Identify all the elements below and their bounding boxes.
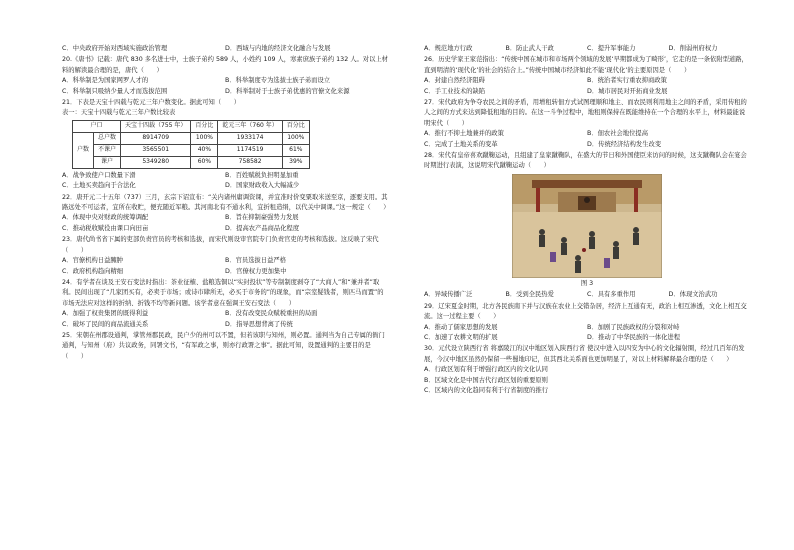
option[interactable]: B．佃农社会地位提高 <box>587 130 648 138</box>
table-row <box>73 132 310 144</box>
option[interactable]: C．具有多重作用 <box>587 291 636 299</box>
option[interactable]: B．加剧了民族政权的分裂和对峙 <box>587 323 680 331</box>
table-cell: 61% <box>282 144 309 156</box>
option[interactable]: D．指导思想背离了传统 <box>225 320 293 328</box>
option[interactable]: C．土地买卖趋向于合法化 <box>62 182 136 190</box>
option[interactable]: C．破坏了民间的商品流通关系 <box>62 320 149 328</box>
option[interactable]: D．城市居民对开拓商业发展 <box>587 87 668 95</box>
household-table <box>72 120 310 169</box>
option[interactable]: A．推行不抑土地兼并的政策 <box>424 130 504 138</box>
question-stem: 30．元代设立陕西行省 将嘉陵江的汉中地区划入陕西行省 使汉中进入以四安为中心的文化辐射圈，经过几百年的发展，今汉中地区虽然仍保留一些蜀地印记，但其西北关系面也更加明显了，对以上材料解释最合理的是（ ） <box>424 345 745 363</box>
option[interactable]: D．国家财政收入大幅减少 <box>225 182 300 190</box>
option[interactable]: A．行政区划有利于增强行政区内的文化认同 <box>424 366 548 374</box>
table-group-label: 户数 <box>73 132 94 168</box>
option[interactable]: B．百姓赋税负担明显加重 <box>225 171 299 179</box>
question-26 <box>424 55 750 97</box>
table-cell: 758582 <box>218 156 282 168</box>
table-header: 乾元三年（760 年） <box>218 120 282 132</box>
option[interactable]: A．异域传播广泛 <box>424 291 473 299</box>
option[interactable]: A．战争致使户口数量下滑 <box>62 171 136 179</box>
table-cell: 总户数 <box>94 132 121 144</box>
question-stem: 21．下表是天宝十四载与乾元三年户数变化。据此可知（ ） <box>62 99 241 107</box>
left-column <box>62 44 388 363</box>
question-stem: 23．唐代尚书省下属的吏部负责官员的考核和选拔，而宋代则设审官院专门负责官吏的考核和选拔。这反映了宋代（ ） <box>62 236 379 254</box>
option[interactable]: C．手工业技术的缺陷 <box>424 87 486 95</box>
question-29 <box>424 302 750 344</box>
table-cell: 3565501 <box>121 144 191 156</box>
option[interactable]: A．科举制是为国家网罗人才的 <box>62 77 149 85</box>
option[interactable]: D．官僚权力更加集中 <box>225 267 287 275</box>
right-column <box>424 44 750 397</box>
option[interactable]: B．防止武人干政 <box>505 45 554 52</box>
question-stem: 27．宋代政府为争夺农民之间的矛盾，用增租转佃方式试图理顺和地主、而农民则利用地主之间的矛盾，采用传租的人之间的方式来达到降低租地的目的。在这一斗争过程中，地租则保持在既能维持在一个合理的水平上，材料最能说明宋代（ ） <box>424 99 747 127</box>
table-cell: 1933174 <box>218 132 282 144</box>
option[interactable]: D．削弱州府权力 <box>668 45 718 52</box>
option[interactable]: A．体现中央对财政的统筹调配 <box>62 214 149 222</box>
option[interactable]: C．提升军事能力 <box>587 45 636 52</box>
table-header: 百分比 <box>282 120 309 132</box>
table-header: 百分比 <box>191 120 218 132</box>
option[interactable]: D．西域与内地的经济文化融合与发展 <box>225 45 331 52</box>
table-cell: 8914709 <box>121 132 191 144</box>
question-stem: 28．宋代有皇帝喜欢蹴鞠运动，且组建了皇家蹴鞠队，在盛大的节日和外国使臣来访问的时候，这支蹴鞠队会在宴会时期进行表演，这说明宋代蹴鞠运动（ ） <box>424 152 747 170</box>
option[interactable]: A．封建自然经济阻碍 <box>424 77 485 85</box>
option[interactable]: C．区域内的文化趋同有利于行省制度的推行 <box>424 386 549 394</box>
question-25 <box>62 331 388 362</box>
question-stem: 22．唐开元二十五年（737）三月，玄宗下诏宣布：“关内诸州庸调资课，并宜准时价变粟取米送至京，逐要支用。其路远处不可运者，宜所在收贮，便充随近军粮。其河南北有不通水利，宜折租造绢，以代关中调课。”这一规定（ ） <box>62 193 390 212</box>
question-stem: 29．辽宋夏金时期，北方各民族南下并与汉族在农业上交错杂居，经济上互通有无，政治上相互渗透，文化上相互交流。这一过程主要（ ） <box>424 302 747 321</box>
option[interactable]: B．没有改变民众赋税重担的局面 <box>225 310 318 318</box>
table-cell: 课户 <box>94 156 121 168</box>
option[interactable]: C．中央政府开始对西域实施政治管理 <box>62 45 168 52</box>
option[interactable]: D．提高农产品商品化程度 <box>225 224 300 232</box>
option[interactable]: D．传统经济结构发生改变 <box>587 140 662 148</box>
table-title: 表一：天宝十四载与乾元三年户数比较表 <box>62 109 176 117</box>
question-stem: 26．历史学家王家范指出：“传统中国在城市和市场两个领域的发展‘早期都成为了畸形’，它走的是一条依附型道路，直到明清的‘现代化’的社会的结合上。”传统中国城市经济如此不能‘现代化’的主要原因是（ ） <box>424 56 748 74</box>
option[interactable]: C．加速了农耕文明的扩展 <box>424 333 498 341</box>
question-stem: 24．有学者在谈及王安石变法时指出：茶业征榷、盐粮选铜以“实封投状”等专制制度剥夺了“大商人”和“兼并者”取利。民间出现了“几家团买有，必卖于市场；或诗市肆所无，必买于市务的”的现象，而“宗室疑钱者，则匹马而置”的市场无法应对这样的折纳、折钱不均等新问题。该学者意在强调王安石变法（ ） <box>62 278 384 307</box>
option[interactable]: B．统治者实行重农抑商政策 <box>587 77 667 85</box>
question-28 <box>424 151 750 301</box>
question-stem: 25．宋朝在州郡设通判，掌管州郡民政，民户少的州可以不置，但若该职与知州，则必置。通判当为自己专属的衙门通判，与知州（府）共议政务，同署文书，“有军政之事，则亦行政署之事”。据此可知，设置通判的主要目的是（ ） <box>62 331 385 360</box>
table-cell: 60% <box>191 156 218 168</box>
table-header: 天宝十四载（755 年） <box>121 120 191 132</box>
question-stem: 20.《唐书》记载：唐代 830 多名进士中，士族子弟约 589 人，小姓约 109 人，寒素庶族子弟约 132 人。对以上材料的解读最合理的是，唐代（ ） <box>62 56 388 74</box>
table-cell: 40% <box>191 144 218 156</box>
option[interactable]: D．体现文治武功 <box>668 291 718 299</box>
question-23 <box>62 235 388 277</box>
option[interactable]: A．官僚机构日益臃肿 <box>62 257 123 265</box>
table-header: 户口 <box>73 120 121 132</box>
table-cell: 39% <box>282 156 309 168</box>
figure-caption: 图 3 <box>580 279 594 287</box>
table-cell: 1174519 <box>218 144 282 156</box>
question-22 <box>62 193 388 235</box>
question-21 <box>62 98 388 192</box>
option[interactable]: C．科举制只吸纳少量人才而选拔范围 <box>62 87 168 95</box>
option[interactable]: B．官员选拔日益严格 <box>225 257 286 265</box>
q25-options <box>424 44 750 54</box>
option[interactable]: C．完成了土地关系的变革 <box>424 140 498 148</box>
cuju-painting-image <box>512 174 662 278</box>
table-cell: 100% <box>191 132 218 144</box>
option[interactable]: C．推动税收赋役由课口向田亩 <box>62 224 149 232</box>
option[interactable]: A．规范地方行政 <box>424 45 473 52</box>
option[interactable]: A．推动了儒家思想的发展 <box>424 323 498 331</box>
option[interactable]: C．政府机构趋向精细 <box>62 267 124 275</box>
option[interactable]: A．加强了权贵集团的既得利益 <box>62 310 149 318</box>
question-20 <box>62 55 388 97</box>
table-cell: 5349280 <box>121 156 191 168</box>
option[interactable]: B．区域文化是中国古代行政区划的重要原则 <box>424 376 548 384</box>
question-24 <box>62 278 388 330</box>
option[interactable]: B．受到全民热爱 <box>505 291 554 299</box>
cuju-painting-figure <box>512 174 662 278</box>
table-header-row <box>73 120 310 132</box>
q19-options-tail <box>62 44 388 54</box>
table-row <box>73 156 310 168</box>
option[interactable]: D．推动了中华民族的一体化进程 <box>587 333 681 341</box>
option[interactable]: B．旨在抑制豪强势力发展 <box>225 214 299 222</box>
table-cell: 不课户 <box>94 144 121 156</box>
option[interactable]: D．科举制对于士族子弟优惠的官僚文化来源 <box>225 87 350 95</box>
table-row <box>73 144 310 156</box>
question-27 <box>424 98 750 150</box>
option[interactable]: B．科举制度专为选拔士族子弟而设立 <box>225 77 331 85</box>
table-cell: 100% <box>282 132 309 144</box>
question-30 <box>424 344 750 396</box>
